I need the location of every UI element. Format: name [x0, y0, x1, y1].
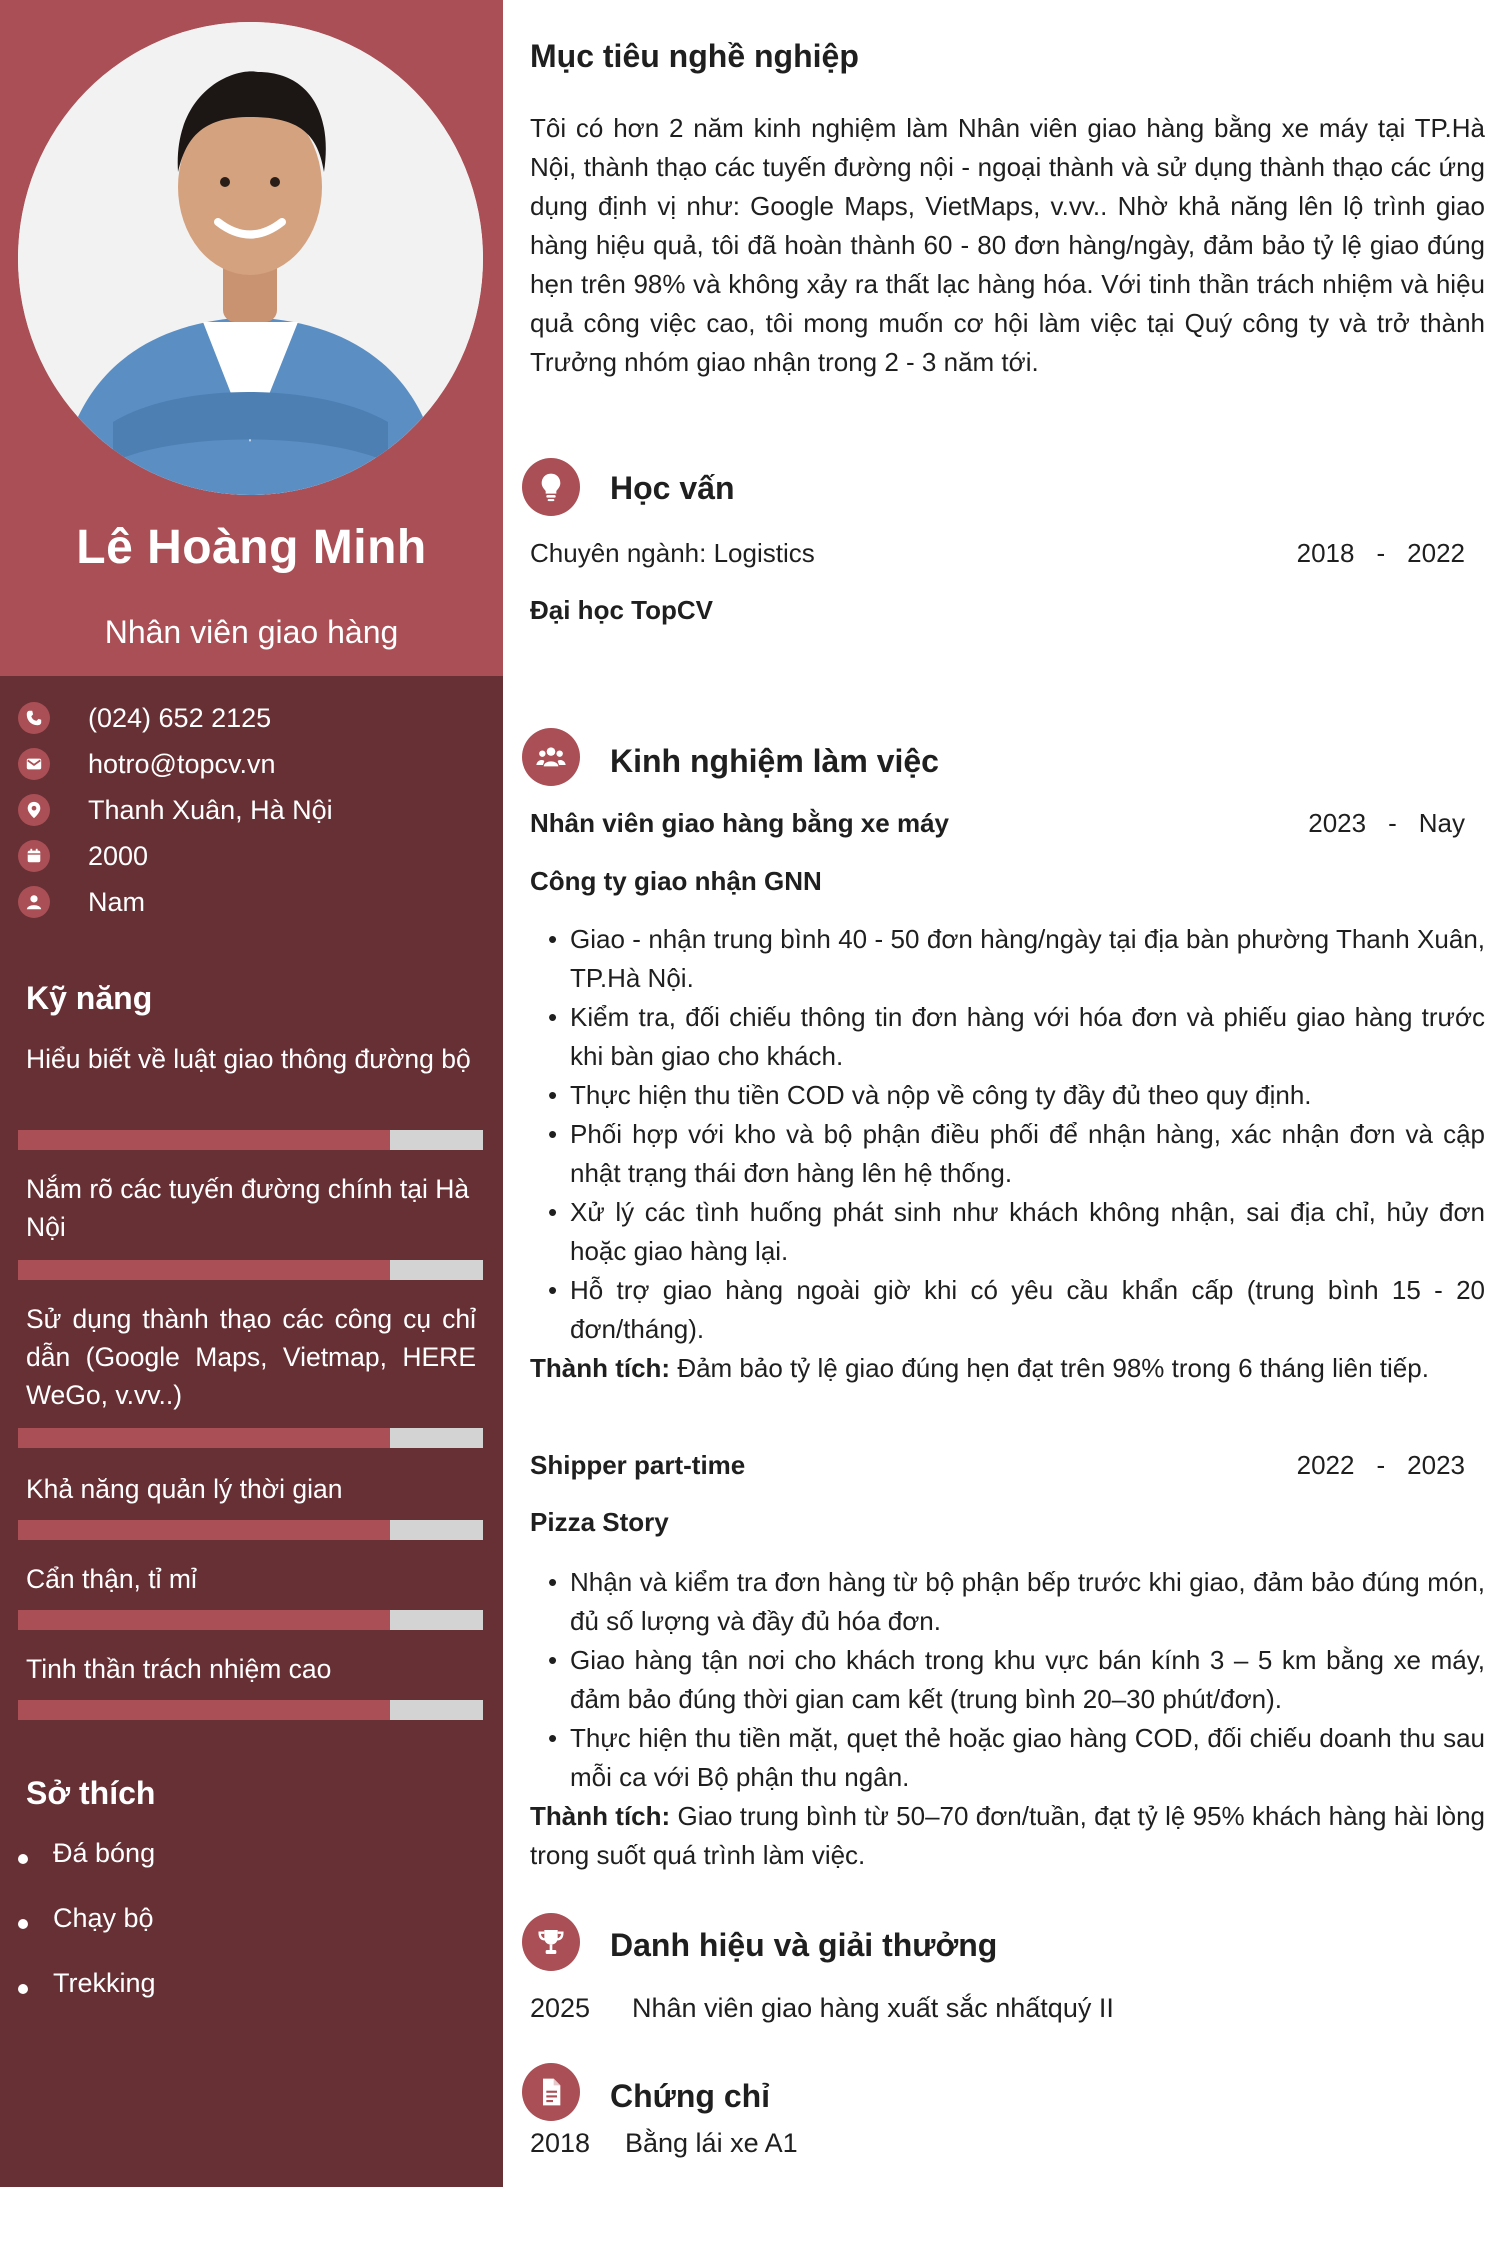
achievement-text: Giao trung bình từ 50–70 đơn/tuần, đạt tỷ lệ 95% khách hàng hài lòng trong suốt quá trình làm việc. — [530, 1801, 1485, 1870]
skill-label: Cẩn thận, tỉ mỉ — [26, 1564, 197, 1594]
job-title: Nhân viên giao hàng bằng xe máy — [530, 808, 949, 838]
education-end: 2022 — [1407, 538, 1465, 568]
award-item — [530, 1993, 1114, 2024]
education-school — [530, 595, 1465, 626]
contact-phone-text: (024) 652 2125 — [88, 702, 272, 733]
skill-bar-track — [390, 1428, 483, 1448]
hobby-item — [18, 1838, 155, 1869]
candidate-job-title: Nhân viên giao hàng — [104, 614, 399, 650]
location-icon — [18, 794, 50, 826]
user-icon — [18, 886, 50, 918]
skill-bar-fill — [18, 1428, 390, 1448]
phone-icon — [18, 702, 50, 734]
achievement-label: Thành tích: — [530, 1353, 671, 1383]
skill-bar — [18, 1260, 483, 1280]
hobby-item — [18, 1903, 154, 1934]
list-item: • Nhận và kiểm tra đơn hàng từ bộ phận bếp trước khi giao, đảm bảo đúng món, đủ số lượng và đầy đủ hóa đơn. — [530, 1563, 1485, 1641]
education-start: 2018 — [1296, 538, 1355, 568]
candidate-name: Lê Hoàng Minh — [76, 521, 427, 574]
hobby-label: Đá bóng — [53, 1838, 156, 1868]
lightbulb-icon — [522, 458, 580, 516]
job-title: Shipper part-time — [530, 1450, 746, 1480]
job-header — [530, 1450, 1465, 1481]
contact-phone — [18, 695, 488, 741]
skill-bar-fill — [18, 1700, 390, 1720]
hobby-label: Chạy bộ — [53, 1903, 154, 1933]
team-icon — [522, 728, 580, 786]
job-company — [530, 1507, 1465, 1538]
job-achievement — [530, 1797, 1485, 1875]
achievement-label: Thành tích: — [530, 1801, 671, 1831]
list-item: • Xử lý các tình huống phát sinh như khách không nhận, sai địa chỉ, hủy đơn hoặc giao hàng lại. — [530, 1193, 1485, 1271]
job-end: 2023 — [1407, 1450, 1465, 1480]
list-item: • Giao hàng tận nơi cho khách trong khu vực bán kính 3 – 5 km bằng xe máy, đảm bảo đúng thời gian cam kết (trung bình 20–30 phút/đơn). — [530, 1641, 1485, 1719]
experience-heading: Kinh nghiệm làm việc — [610, 743, 939, 779]
period-dash: - — [1376, 538, 1386, 568]
contact-email — [18, 741, 488, 787]
skill-bar — [18, 1520, 483, 1540]
bullet-icon — [18, 1919, 28, 1929]
education-row — [530, 538, 1465, 569]
skill-bar-fill — [18, 1610, 390, 1630]
skill-bar — [18, 1610, 483, 1630]
skills-heading: Kỹ năng — [26, 980, 153, 1016]
profile-photo — [18, 22, 483, 495]
certificates-heading: Chứng chỉ — [610, 2078, 771, 2114]
job-period — [1308, 808, 1465, 839]
job-period — [1297, 1450, 1465, 1481]
certificate-year: 2018 — [530, 2128, 591, 2158]
contact-list — [18, 695, 488, 925]
contact-gender — [18, 879, 488, 925]
skill-bar-track — [390, 1610, 483, 1630]
award-text: Nhân viên giao hàng xuất sắc nhấtquý II — [632, 1993, 1114, 2023]
job-achievement — [530, 1349, 1485, 1388]
skill-label: Nắm rõ các tuyến đường chính tại Hà Nội — [26, 1174, 470, 1242]
education-heading: Học vấn — [610, 470, 735, 506]
skill-bar — [18, 1428, 483, 1448]
school-name: Đại học TopCV — [530, 595, 713, 625]
education-major: Chuyên ngành: Logistics — [530, 538, 815, 568]
skill-bar-track — [390, 1260, 483, 1280]
skill-label: Sử dụng thành thạo các công cụ chỉ dẫn (Google Maps, Vietmap, HERE WeGo, v.vv..) — [26, 1304, 476, 1410]
hobbies-heading: Sở thích — [26, 1775, 156, 1811]
objective-heading: Mục tiêu nghề nghiệp — [530, 38, 859, 74]
job-header — [530, 808, 1465, 839]
list-item: • Kiểm tra, đối chiếu thông tin đơn hàng với hóa đơn và phiếu giao hàng trước khi bàn giao cho khách. — [530, 998, 1485, 1076]
skill-bar-fill — [18, 1130, 390, 1150]
skill-bar-track — [390, 1520, 483, 1540]
list-item: • Thực hiện thu tiền COD và nộp về công ty đầy đủ theo quy định. — [530, 1076, 1485, 1115]
hobby-label: Trekking — [53, 1968, 156, 1998]
company-name: Pizza Story — [530, 1507, 669, 1537]
certificate-text: Bằng lái xe A1 — [625, 2128, 798, 2158]
document-icon — [522, 2063, 580, 2121]
job-company — [530, 866, 1465, 897]
award-year: 2025 — [530, 1993, 591, 2023]
job-duties — [530, 1563, 1485, 1797]
list-item: • Giao - nhận trung bình 40 - 50 đơn hàng/ngày tại địa bàn phường Thanh Xuân, TP.Hà Nội. — [530, 920, 1485, 998]
job-start: 2023 — [1308, 808, 1367, 838]
contact-birth-year — [18, 833, 488, 879]
bullet-icon — [18, 1984, 28, 1994]
contact-address — [18, 787, 488, 833]
period-dash: - — [1376, 1450, 1386, 1480]
person-photo-illustration — [18, 22, 483, 495]
skill-label: Hiểu biết về luật giao thông đường bộ — [26, 1044, 471, 1074]
awards-heading: Danh hiệu và giải thưởng — [610, 1927, 998, 1963]
skill-bar-track — [390, 1130, 483, 1150]
achievement-text: Đảm bảo tỷ lệ giao đúng hẹn đạt trên 98% trong 6 tháng liên tiếp. — [670, 1353, 1429, 1383]
contact-gender-text: Nam — [88, 886, 146, 917]
skill-bar-fill — [18, 1260, 390, 1280]
job-end: Nay — [1418, 808, 1465, 838]
list-item: • Hỗ trợ giao hàng ngoài giờ khi có yêu cầu khẩn cấp (trung bình 15 - 20 đơn/tháng). — [530, 1271, 1485, 1349]
education-period — [1297, 538, 1465, 569]
skill-bar — [18, 1130, 483, 1150]
skill-label: Khả năng quản lý thời gian — [26, 1474, 343, 1504]
certificate-item — [530, 2128, 798, 2159]
job-duties — [530, 920, 1485, 1349]
contact-email-text: hotro@topcv.vn — [88, 748, 276, 779]
contact-birth-year-text: 2000 — [88, 840, 149, 871]
list-item: • Thực hiện thu tiền mặt, quẹt thẻ hoặc giao hàng COD, đối chiếu doanh thu sau mỗi ca với Bộ phận thu ngân. — [530, 1719, 1485, 1797]
email-icon — [18, 748, 50, 780]
list-item: • Phối hợp với kho và bộ phận điều phối để nhận hàng, xác nhận đơn và cập nhật trạng thái đơn hàng lên hệ thống. — [530, 1115, 1485, 1193]
calendar-icon — [18, 840, 50, 872]
contact-address-text: Thanh Xuân, Hà Nội — [88, 794, 333, 825]
company-name: Công ty giao nhận GNN — [530, 866, 822, 896]
trophy-icon — [522, 1913, 580, 1971]
skill-bar — [18, 1700, 483, 1720]
job-start: 2022 — [1296, 1450, 1355, 1480]
objective-text: Tôi có hơn 2 năm kinh nghiệm làm Nhân viên giao hàng bằng xe máy tại TP.Hà Nội, thành thạo các tuyến đường nội - ngoại thành và sử dụng thành thạo các ứng dụng định vị như: Google Maps, VietMaps, v.vv.. Nhờ khả năng lên lộ trình giao hàng hiệu quả, tôi đã hoàn thành 60 - 80 đơn hàng/ngày, đảm bảo tỷ lệ giao đúng hẹn trên 98% và không xảy ra thất lạc hàng hóa. Với tinh thần trách nhiệm và hiệu quả công việc cao, tôi mong muốn cơ hội làm việc tại Quý công ty và trở thành Trưởng nhóm giao nhận trong 2 - 3 năm tới. — [530, 113, 1485, 377]
period-dash: - — [1388, 808, 1397, 838]
skill-bar-fill — [18, 1520, 390, 1540]
hobby-item — [18, 1968, 156, 1999]
skill-bar-track — [390, 1700, 483, 1720]
skill-label: Tinh thần trách nhiệm cao — [26, 1654, 332, 1684]
bullet-icon — [18, 1854, 28, 1864]
